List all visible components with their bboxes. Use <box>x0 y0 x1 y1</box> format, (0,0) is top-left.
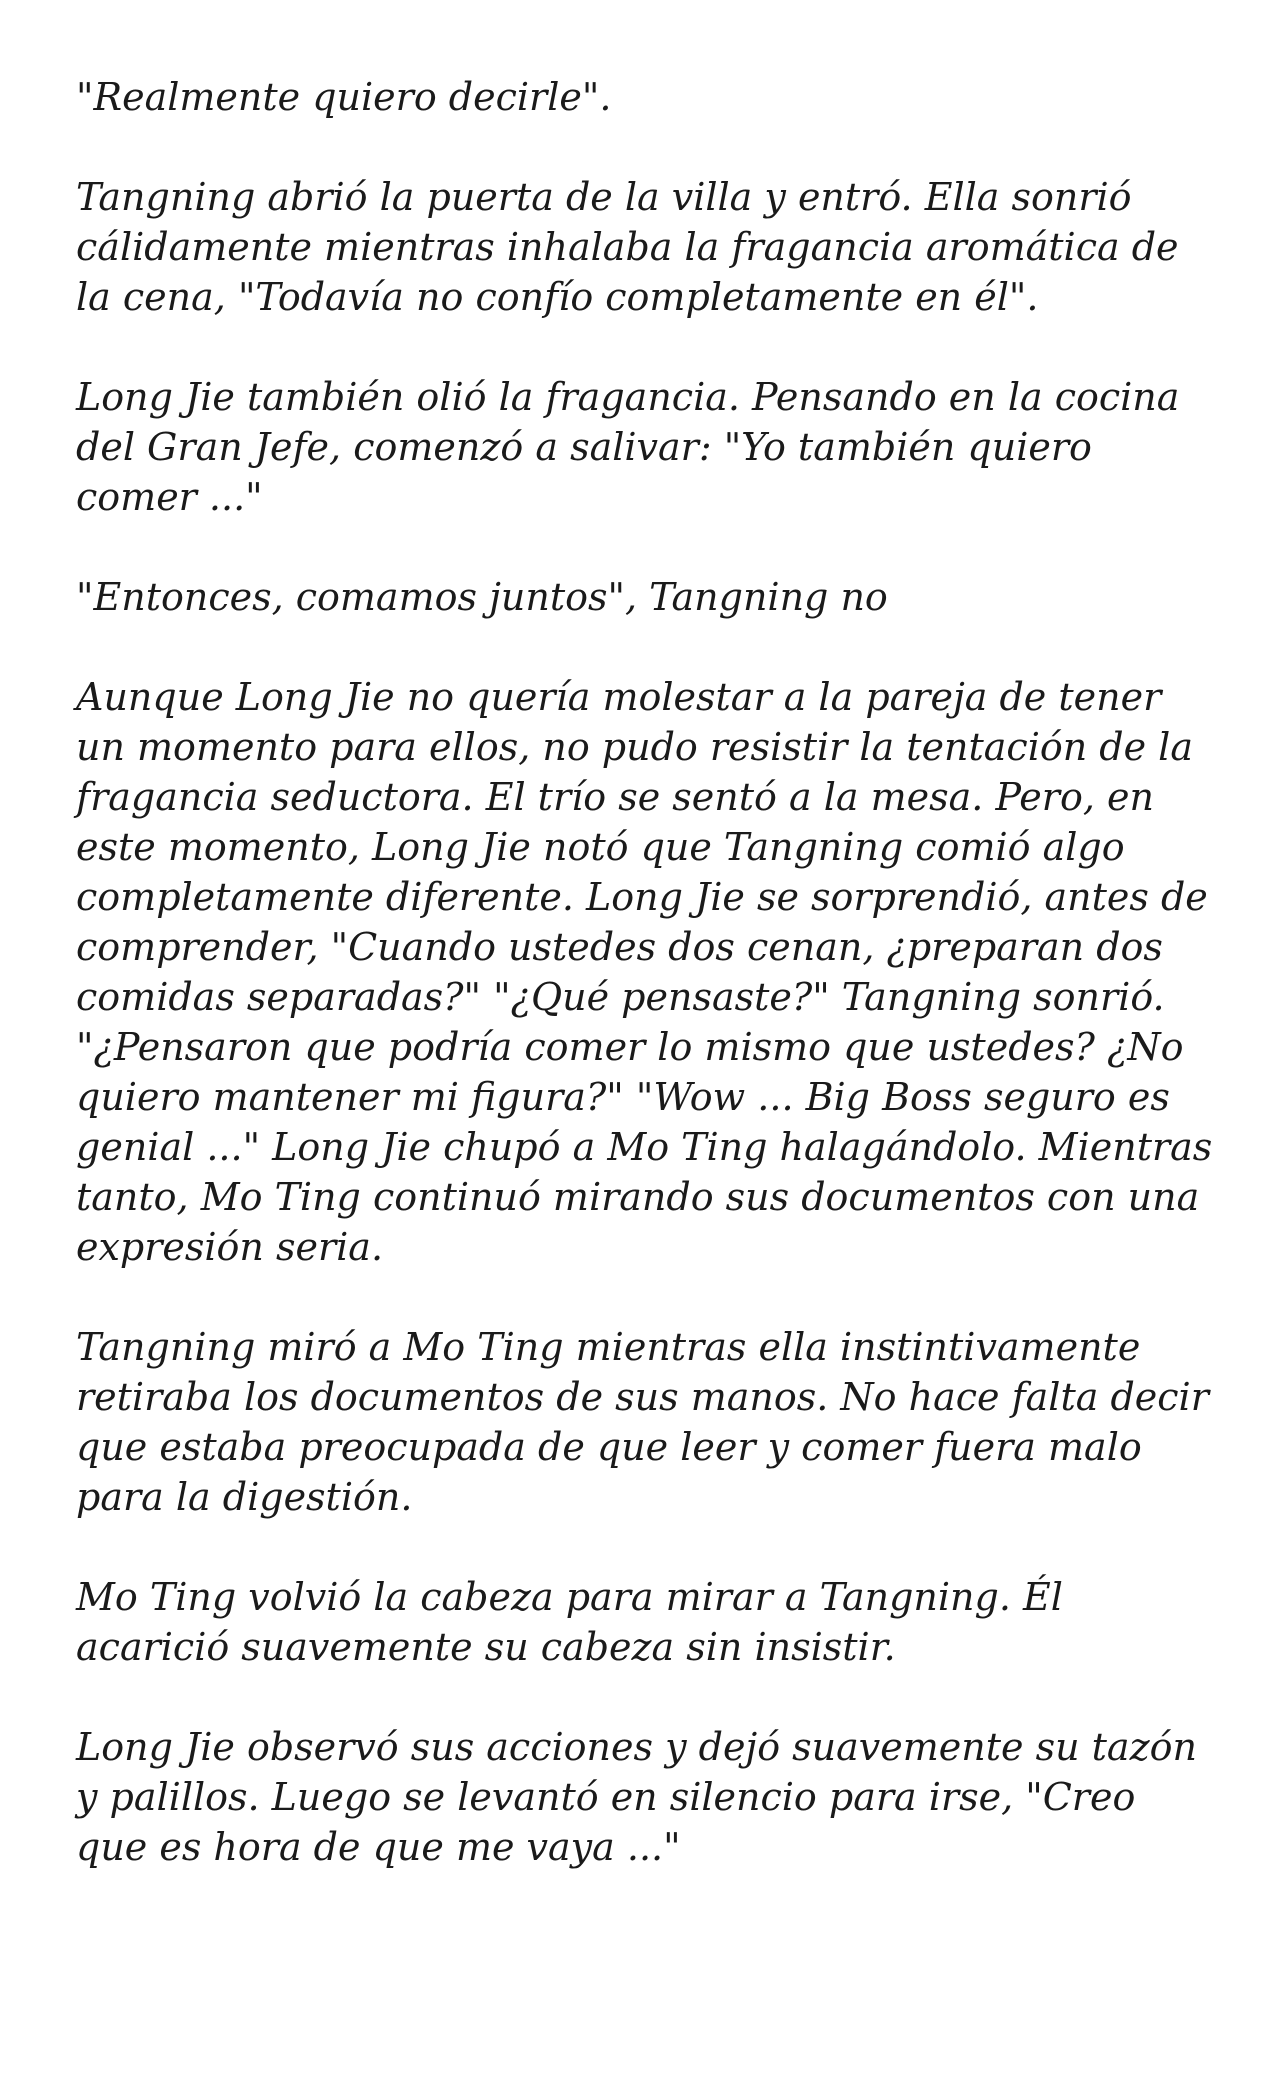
paragraph-6: Tangning miró a Mo Ting mientras ella instintivamente retiraba los documentos de sus manos. No hace falta decir que estaba preocupada de que leer y comer fuera malo para la digestión. <box>76 1325 1209 1519</box>
paragraph-2: Tangning abrió la puerta de la villa y entró. Ella sonrió cálidamente mientras inhalaba la fragancia aromática de la cena, "Todavía no confío completamente en él". <box>76 175 1179 319</box>
story-text <box>76 72 1216 1872</box>
paragraph-5: Aunque Long Jie no quería molestar a la pareja de tener un momento para ellos, no pudo resistir la tentación de la fragancia seductora. El trío se sentó a la mesa. Pero, en este momento, Long Jie notó que Tangning comió algo completamente diferente. Long Jie se sorprendió, antes de comprender, "Cuando ustedes dos cenan, ¿preparan dos comidas separadas?" "¿Qué pensaste?" Tangning sonrió. "¿Pensaron que podría comer lo mismo que ustedes? ¿No quiero mantener mi figura?" "Wow ... Big Boss seguro es genial ..." Long Jie chupó a Mo Ting halagándolo. Mientras tanto, Mo Ting continuó mirando sus documentos con una expresión seria. <box>76 675 1213 1269</box>
paragraph-1: "Realmente quiero decirle". <box>76 75 612 119</box>
paragraph-3: Long Jie también olió la fragancia. Pensando en la cocina del Gran Jefe, comenzó a salivar: "Yo también quiero comer ..." <box>76 375 1180 519</box>
paragraph-7: Mo Ting volvió la cabeza para mirar a Tangning. Él acarició suavemente su cabeza sin insistir. <box>76 1575 1063 1669</box>
paragraph-4: "Entonces, comamos juntos", Tangning no <box>76 575 888 619</box>
paragraph-8: Long Jie observó sus acciones y dejó suavemente su tazón y palillos. Luego se levantó en silencio para irse, "Creo que es hora de que me vaya ..." <box>76 1725 1197 1869</box>
